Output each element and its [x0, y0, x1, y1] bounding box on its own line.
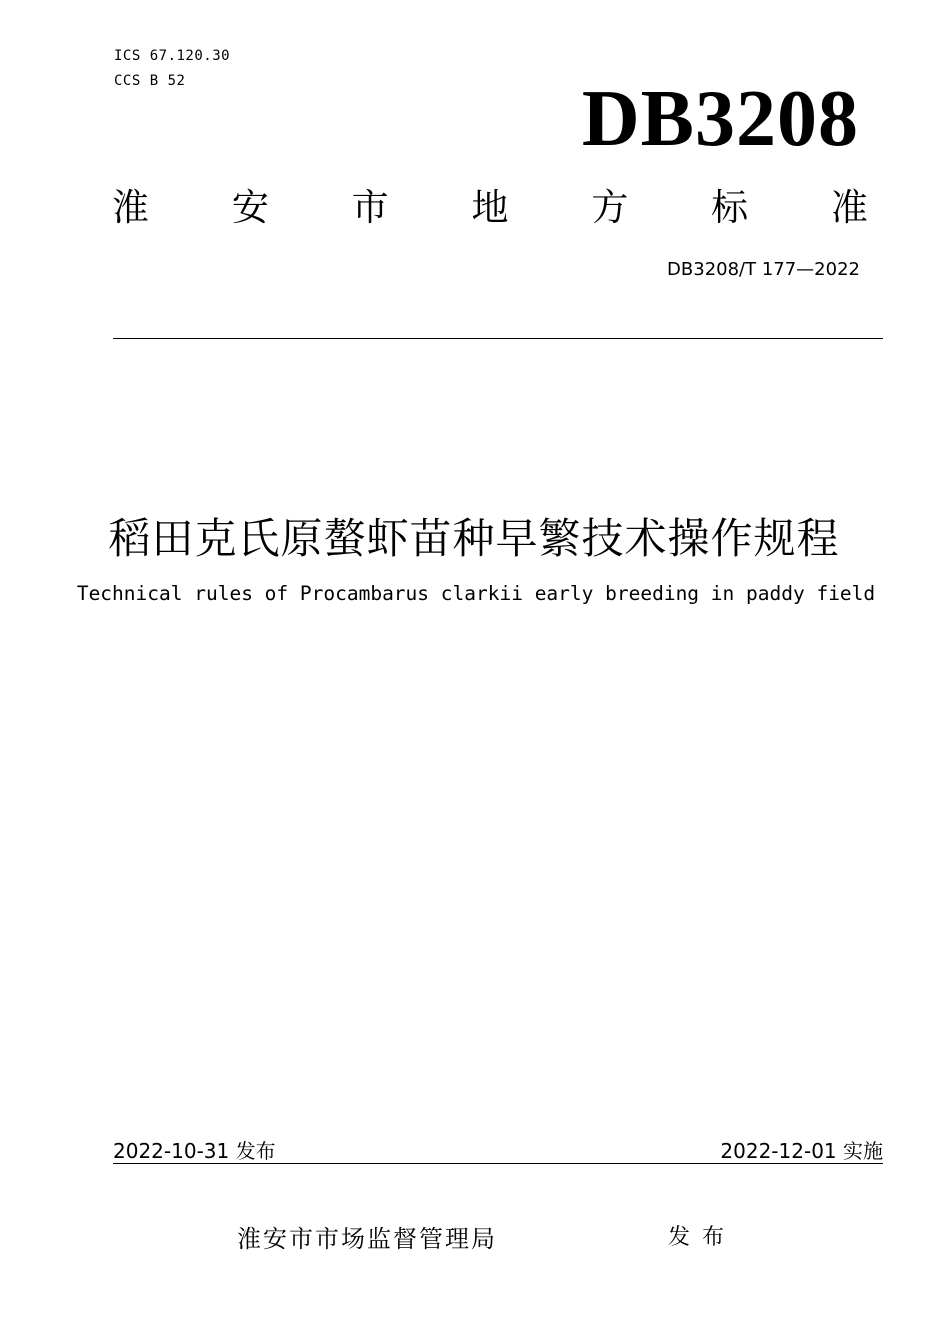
- implement-date: 2022-12-01 实施: [720, 1139, 883, 1163]
- issue-label: 发布: [668, 1225, 737, 1250]
- ccs-code: CCS B 52: [114, 73, 186, 89]
- standard-type-char: 方: [591, 186, 629, 229]
- ics-code: ICS 67.120.30: [114, 48, 231, 64]
- standard-number: DB3208/T 177—2022: [667, 259, 860, 280]
- bottom-divider: [113, 1163, 883, 1164]
- title-chinese: 稻田克氏原螯虾苗种早繁技术操作规程: [108, 514, 840, 563]
- standard-type-heading: [112, 184, 868, 232]
- standard-type-char: 淮: [112, 186, 149, 229]
- db-standard-logo: DB3208: [581, 75, 859, 163]
- issuing-authority: 淮安市市场监督管理局: [237, 1225, 497, 1253]
- standard-type-char: 安: [231, 186, 269, 229]
- standard-type-char: 地: [471, 186, 509, 229]
- publish-date: 2022-10-31 发布: [113, 1139, 276, 1163]
- standard-type-char: 标: [711, 186, 749, 229]
- standard-type-char: 市: [351, 186, 389, 229]
- standard-type-char: 准: [830, 186, 868, 229]
- title-english: Technical rules of Procambarus clarkii early breeding in paddy field: [76, 582, 876, 605]
- top-divider: [113, 338, 883, 339]
